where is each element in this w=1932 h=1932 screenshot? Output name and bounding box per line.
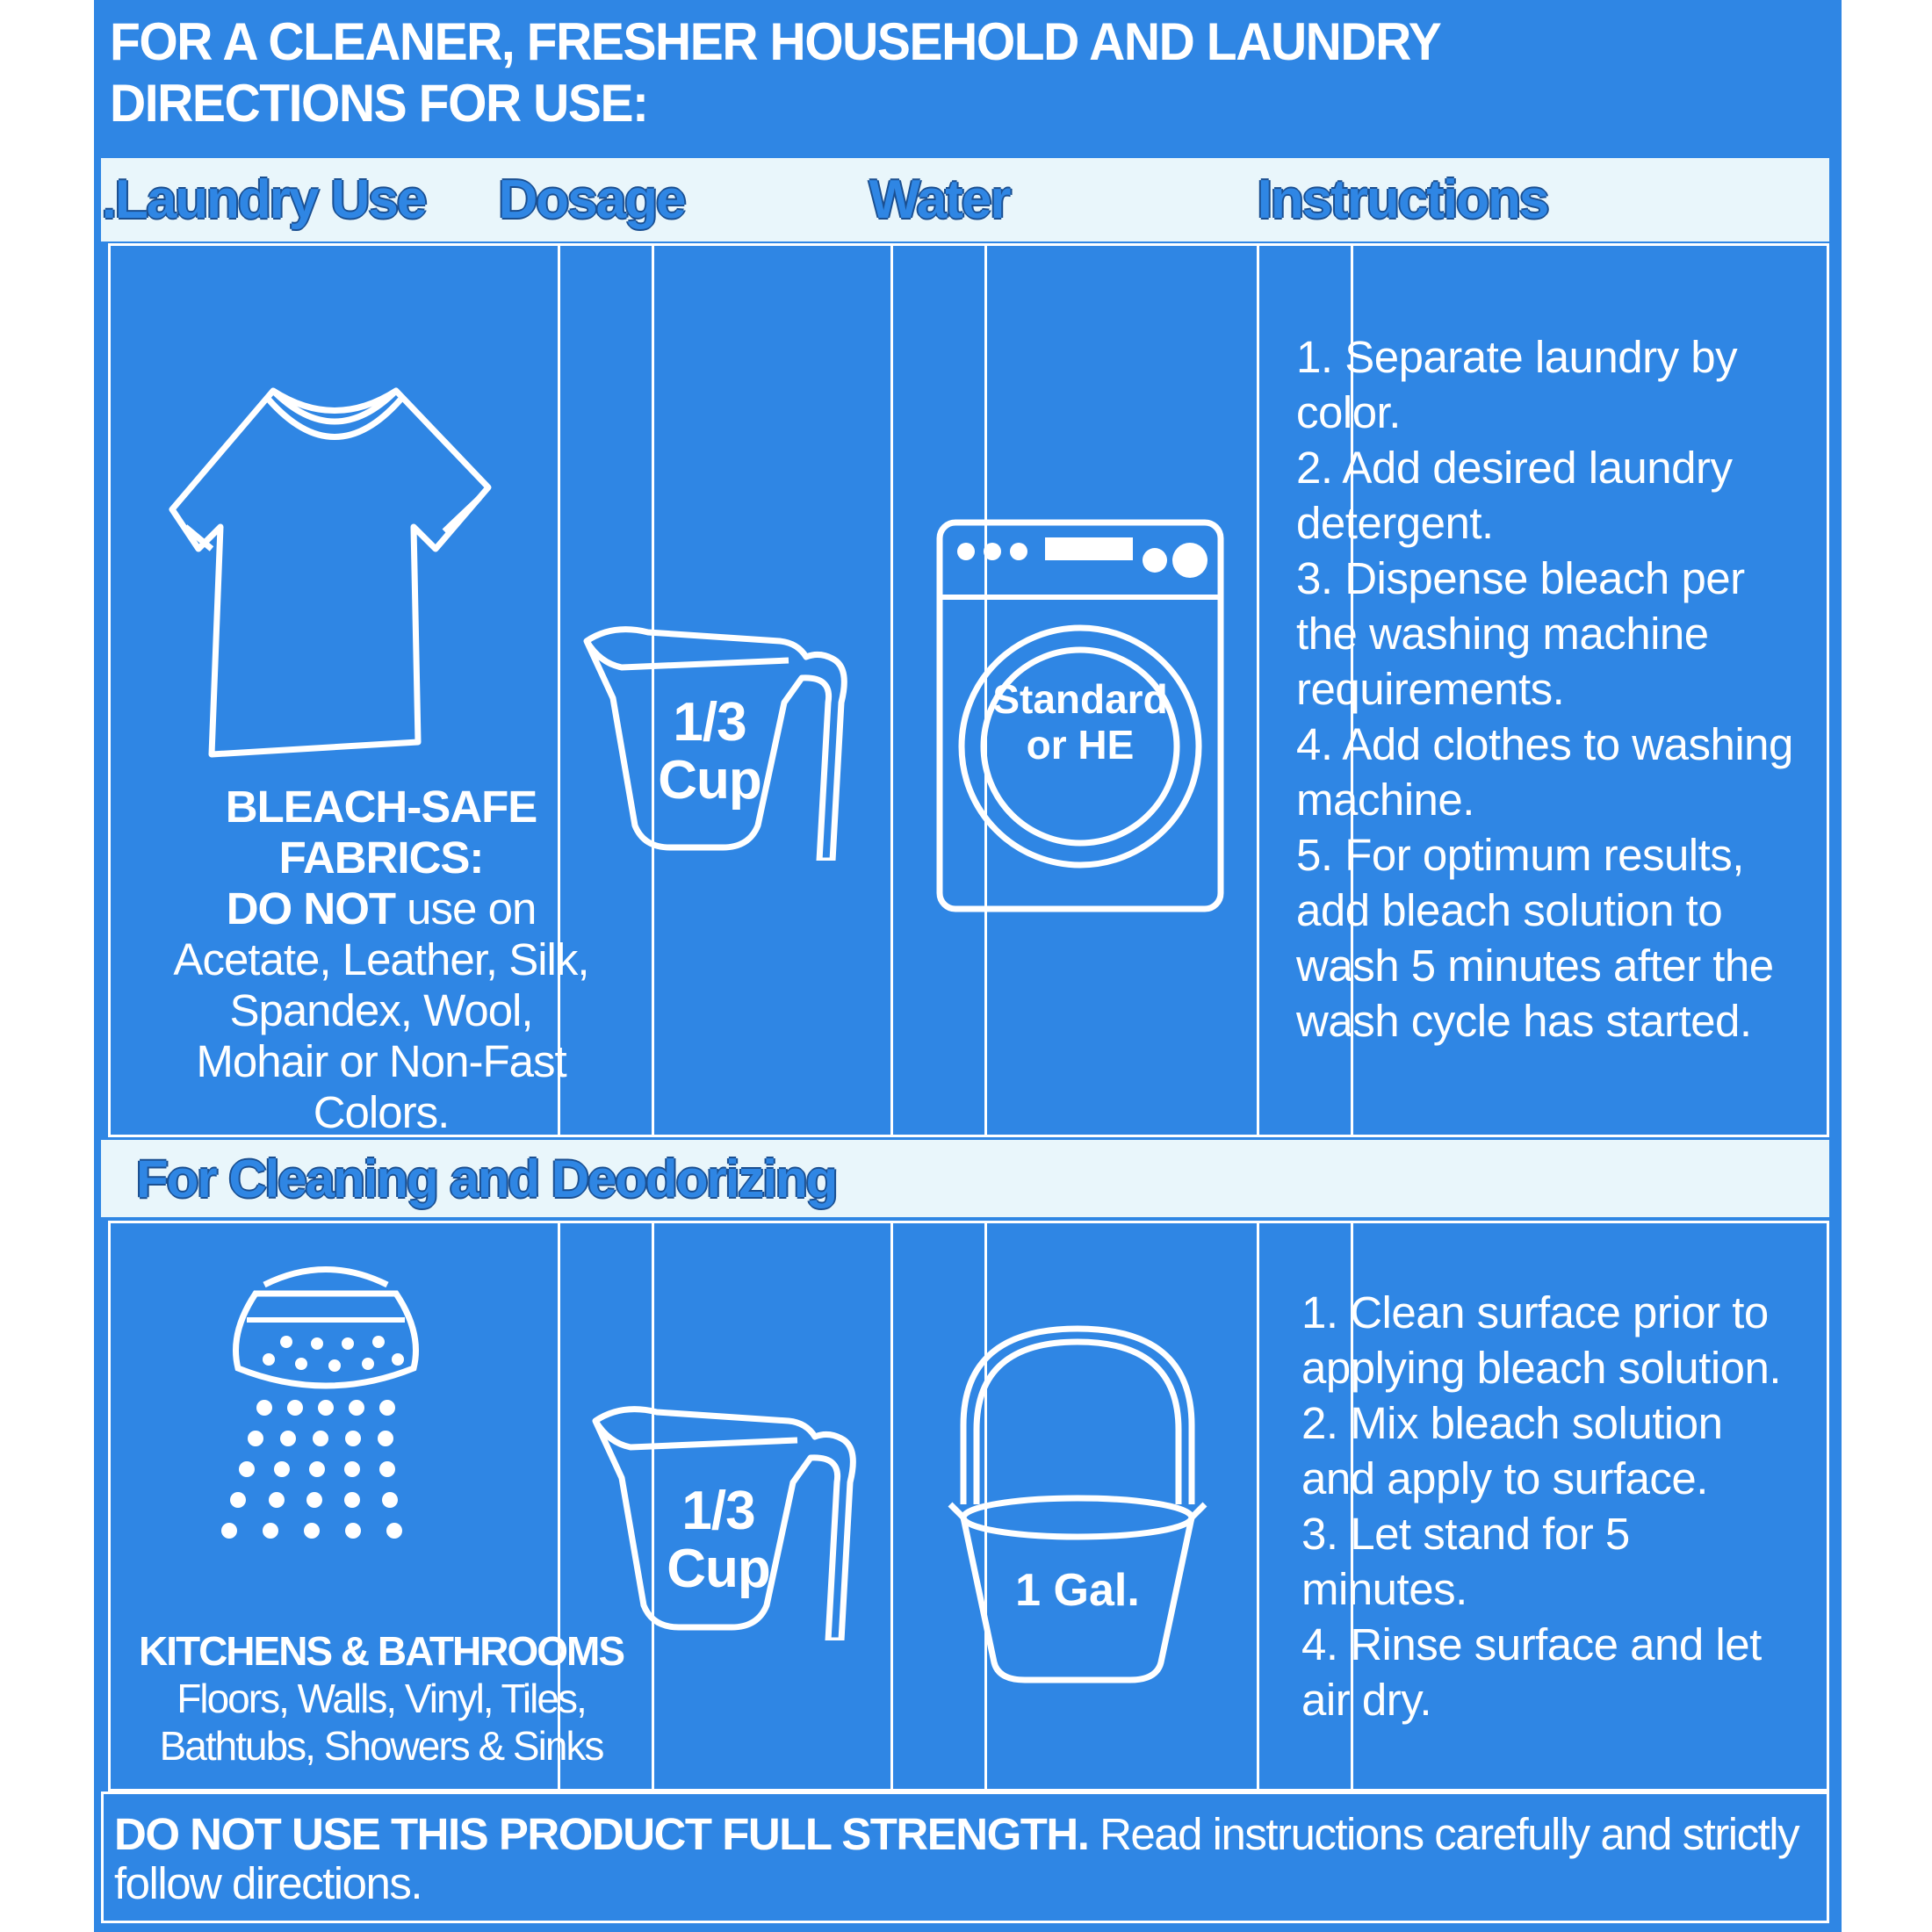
areas-heading: KITCHENS & BATHROOMS — [138, 1628, 624, 1674]
instruction-line: air dry. — [1301, 1675, 1432, 1725]
instruction-line: the washing machine — [1296, 609, 1709, 659]
instruction-line: 4. Rinse surface and let — [1301, 1619, 1762, 1669]
t-shirt-icon — [163, 382, 506, 760]
fabric-item: Colors. — [313, 1087, 450, 1137]
directions-panel — [94, 0, 1842, 1932]
instruction-line: applying bleach solution. — [1301, 1343, 1782, 1393]
dosage-unit: Cup — [658, 750, 761, 811]
instruction-line: 2. Add desired laundry — [1296, 443, 1733, 493]
instruction-line: detergent. — [1296, 498, 1494, 548]
shower-head-icon — [203, 1263, 449, 1553]
header-water: Water — [869, 169, 1010, 230]
instruction-line: wash 5 minutes after the — [1296, 941, 1774, 991]
cleaning-section-title: For Cleaning and Deodorizing — [136, 1149, 837, 1208]
warning-rest: Read instructions carefully and strictly — [1088, 1809, 1799, 1859]
instruction-line: 1. Clean surface prior to — [1301, 1287, 1769, 1337]
page-title: FOR A CLEANER, FRESHER HOUSEHOLD AND LAUNDRY — [110, 12, 1441, 71]
instruction-line: 3. Let stand for 5 — [1301, 1509, 1630, 1559]
bucket-icon — [946, 1320, 1209, 1689]
use-on-label: use on — [395, 883, 537, 934]
fabric-item: Acetate, Leather, Silk, — [173, 934, 589, 984]
instruction-line: 1. Separate laundry by — [1296, 332, 1738, 382]
instruction-line: 2. Mix bleach solution — [1301, 1398, 1723, 1448]
instruction-line: machine. — [1296, 775, 1474, 825]
cleaning-section-band — [101, 1140, 1829, 1217]
laundry-instructions-cell — [1257, 243, 1829, 1137]
instruction-line: add bleach solution to — [1296, 885, 1723, 935]
fabric-item: Spandex, Wool, — [229, 985, 533, 1035]
warning-bold: DO NOT USE THIS PRODUCT FULL STRENGTH. — [114, 1809, 1089, 1859]
instruction-line: wash cycle has started. — [1296, 996, 1752, 1046]
area-item: Floors, Walls, Vinyl, Tiles, — [177, 1676, 586, 1721]
instruction-line: 5. For optimum results, — [1296, 830, 1744, 880]
header-laundry-use: .Laundry Use — [101, 169, 426, 230]
warning-box — [101, 1791, 1829, 1923]
instruction-line: 3. Dispense bleach per — [1296, 553, 1745, 603]
instruction-line: requirements. — [1296, 664, 1565, 714]
fabrics-heading-2: FABRICS: — [278, 833, 484, 883]
header-dosage: Dosage — [498, 169, 685, 230]
dosage-amount: 1/3 — [673, 692, 746, 753]
dosage-unit: Cup — [667, 1539, 770, 1599]
water-type-alt: or HE — [1026, 722, 1135, 768]
instruction-line: minutes. — [1301, 1564, 1467, 1614]
instruction-line: and apply to surface. — [1301, 1453, 1708, 1503]
dosage-amount: 1/3 — [681, 1481, 755, 1541]
header-instructions: Instructions — [1257, 169, 1548, 230]
instruction-line: color. — [1296, 387, 1401, 437]
directions-heading: DIRECTIONS FOR USE: — [110, 74, 648, 133]
do-not-label: DO NOT — [226, 883, 396, 934]
fabric-item: Mohair or Non-Fast — [196, 1036, 566, 1086]
fabrics-heading: BLEACH-SAFE — [225, 782, 537, 832]
water-type: Standard — [992, 676, 1168, 722]
area-item: Bathtubs, Showers & Sinks — [159, 1723, 603, 1769]
column-header-band — [101, 158, 1829, 242]
warning-line — [114, 1810, 1799, 1859]
warning-line-2: follow directions. — [114, 1858, 422, 1908]
water-volume: 1 Gal. — [1015, 1565, 1140, 1616]
cleaning-instructions-cell — [1257, 1221, 1829, 1791]
instruction-line: 4. Add clothes to washing — [1296, 719, 1793, 769]
